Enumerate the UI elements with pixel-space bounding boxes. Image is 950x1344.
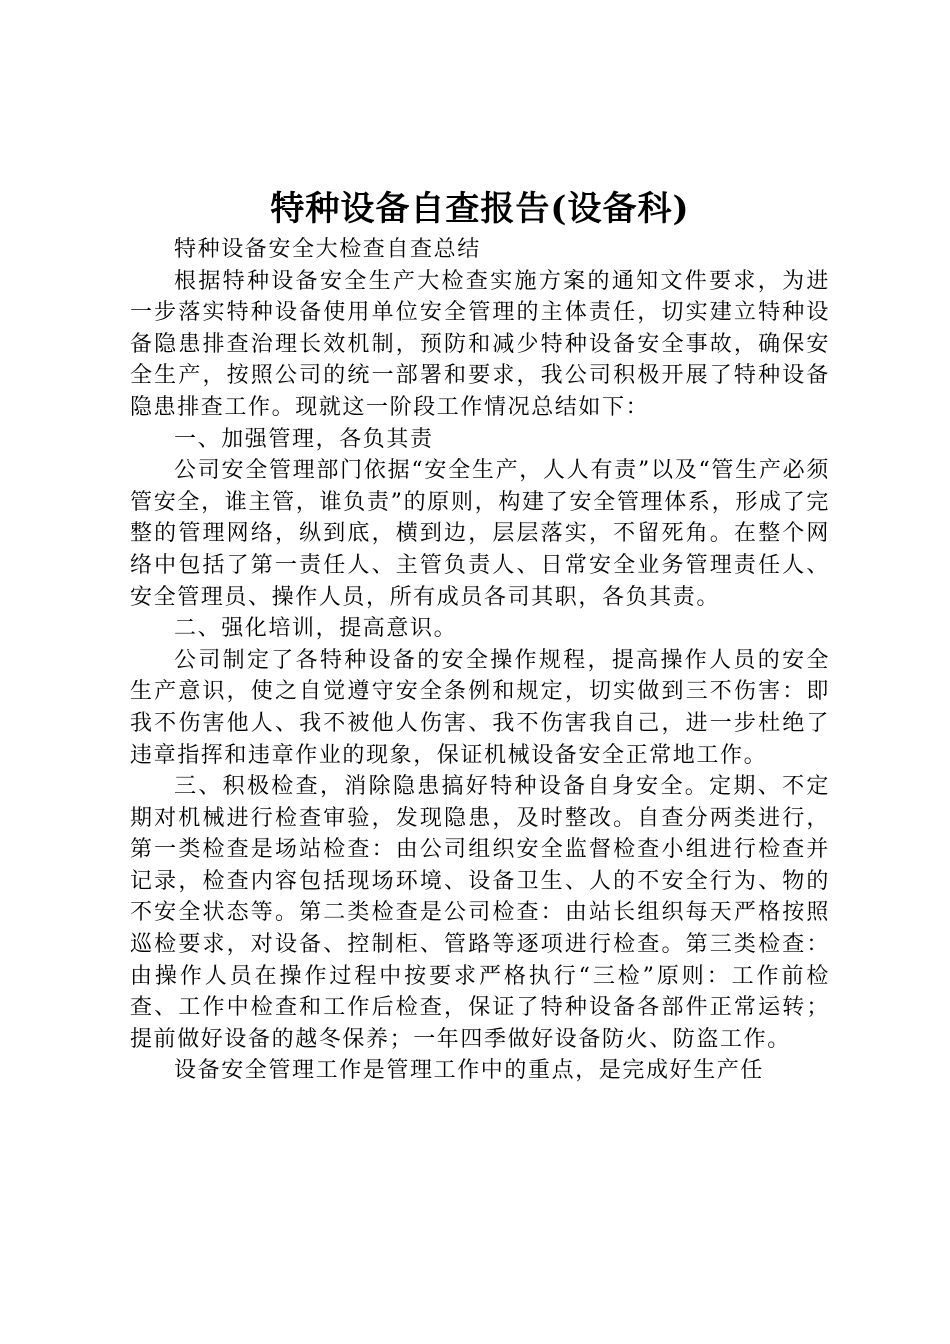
paragraph-section-1: 公司安全管理部门依据“安全生产，人人有责”以及“管生产必须管安全，谁主管，谁负责”的原则，构建了安全管理体系，形成了完整的管理网络，纵到底，横到边，层层落实，不留死角。在整个网络中包括了第一责任人、主管负责人、日常安全业务管理责任人、安全管理员、操作人员，所有成员各司其职，各负其责。 (130, 458, 830, 610)
paragraph-section-2: 公司制定了各特种设备的安全操作规程，提高操作人员的安全生产意识，使之自觉遵守安全条例和规定，切实做到三不伤害：即我不伤害他人、我不被他人伤害、我不伤害我自己，进一步杜绝了违章指挥和违章作业的现象，保证机械设备安全正常地工作。 (130, 647, 830, 768)
paragraph-closing: 设备安全管理工作是管理工作中的重点，是完成好生产任 (174, 1058, 765, 1084)
section-heading-2: 二、强化培训，提高意识。 (174, 616, 458, 642)
section-heading-1: 一、加强管理，各负其责 (174, 426, 434, 452)
paragraph-intro: 根据特种设备安全生产大检查实施方案的通知文件要求，为进一步落实特种设备使用单位安全管理的主体责任，切实建立特种设备隐患排查治理长效机制，预防和减少特种设备安全事故，确保安全生产，按照公司的统一部署和要求，我公司积极开展了特种设备隐患排查工作。现就这一阶段工作情况总结如下： (130, 268, 830, 420)
document-body (130, 234, 830, 1087)
paragraph-section-3: 三、积极检查，消除隐患搞好特种设备自身安全。定期、不定期对机械进行检查审验，发现隐患，及时整改。自查分两类进行，第一类检查是场站检查：由公司组织安全监督检查小组进行检查并记录，检查内容包括现场环境、设备卫生、人的不安全行为、物的不安全状态等。第二类检查是公司检查：由站长组织每天严格按照巡检要求，对设备、控制柜、管路等逐项进行检查。第三类检查：由操作人员在操作过程中按要求严格执行“三检”原则：工作前检查、工作中检查和工作后检查，保证了特种设备各部件正常运转；提前做好设备的越冬保养；一年四季做好设备防火、防盗工作。 (130, 774, 830, 1052)
paragraph-subtitle: 特种设备安全大检查自查总结 (174, 237, 481, 262)
document-title: 特种设备自查报告(设备科) (270, 189, 690, 229)
